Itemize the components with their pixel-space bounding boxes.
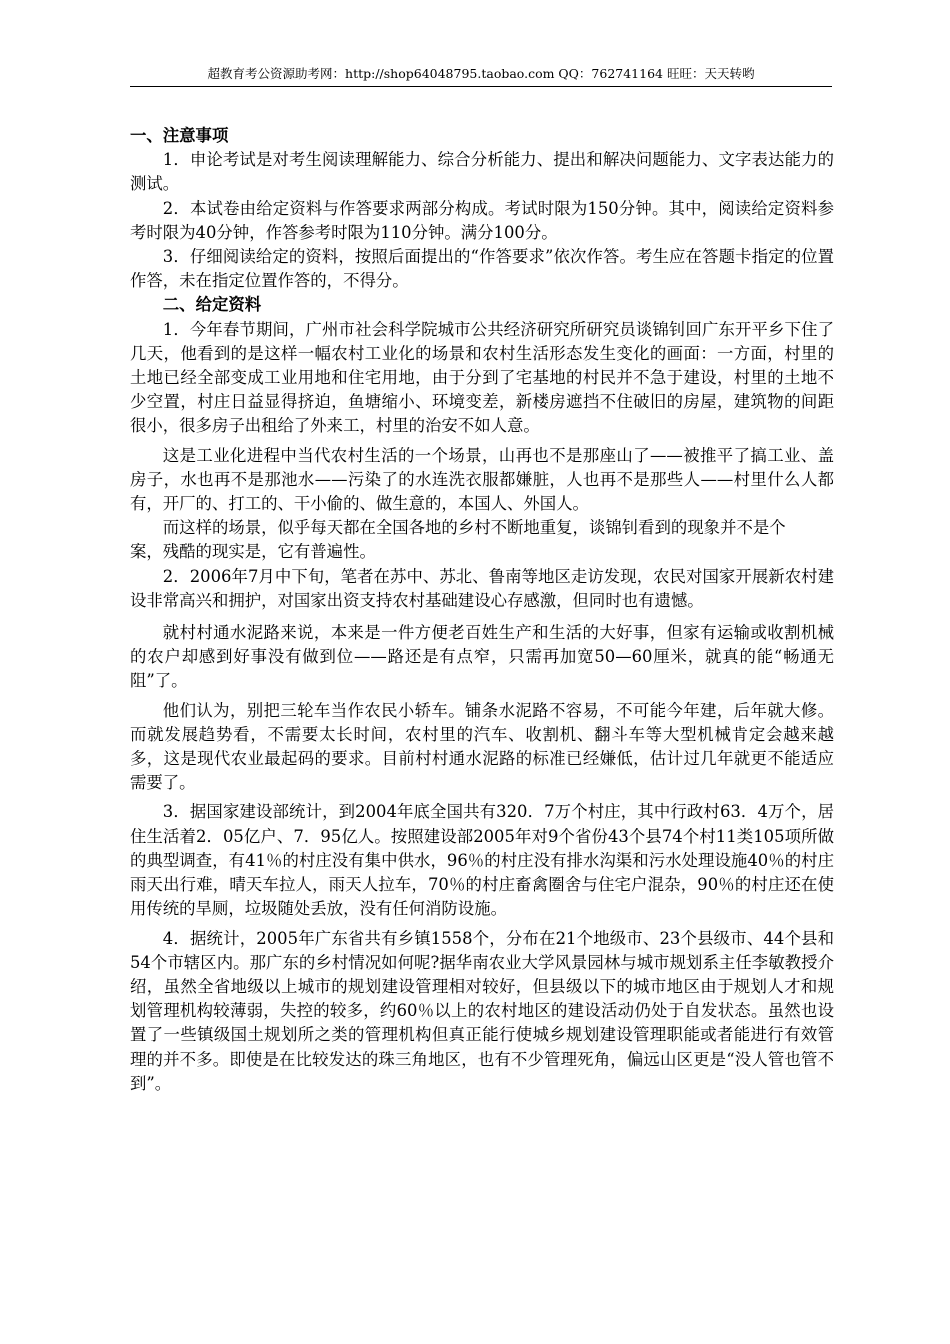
page-header: 超教育考公资源助考网：http://shop64048795.taobao.com QQ：762741164 旺旺：天天转哟 [130,64,832,87]
material-paragraph: 而这样的场景，似乎每天都在全国各地的乡村不断地重复，谈锦钊看到的现象并不是个 [162,518,786,538]
note-item-2: 2．本试卷由给定资料与作答要求两部分构成。考试时限为150分钟。其中，阅读给定资料参考时限为40分钟，作答参考时限为110分钟。满分100分。 [130,198,834,242]
note-item-1: 1．申论考试是对考生阅读理解能力、综合分析能力、提出和解决问题能力、文字表达能力的测试。 [130,150,834,194]
material-paragraph: 1．今年春节期间，广州市社会科学院城市公共经济研究所研究员谈锦钊回广东开平乡下住了几天，他看到的是这样一幅农村工业化的场景和农村生活形态发生变化的画面：一方面，村里的土地已经全部变成工业用地和住宅用地，由于分到了宅基地的村民并不急于建设，村里的土地不少空置，村庄日益显得挤迫，鱼塘缩小、环境变差，新楼房遮挡不住破旧的房屋，建筑物的间距很小，很多房子出租给了外来工，村里的治安不如人意。 [130,319,834,436]
section-title-materials: 二、给定资料 [162,295,262,315]
section-title-notes: 一、注意事项 [130,126,229,145]
material-paragraph: 4．据统计，2005年广东省共有乡镇1558个，分布在21个地级市、23个县级市、44个县和54个市辖区内。那广东的乡村情况如何呢?据华南农业大学风景园林与城市规划系主任李敏教授介绍，虽然全省地级以上城市的规划建设管理相对较好，但县级以下的城市地区由于规划人才和规划管理机构较薄弱，失控的较多，约60％以上的农村地区的建设活动仍处于自发状态。虽然也设置了一些镇级国土规划所之类的管理机构但真正能行使城乡规划建设管理职能或者能进行有效管理的并不多。即使是在比较发达的珠三角地区，也有不少管理死角，偏远山区更是“没人管也管不到”。 [130,928,834,1093]
material-paragraph: 2．2006年7月中下旬，笔者在苏中、苏北、鲁南等地区走访发现，农民对国家开展新农村建设非常高兴和拥护，对国家出资支持农村基础建设心存感激，但同时也有遗憾。 [130,566,834,610]
material-paragraph: 3．据国家建设部统计，到2004年底全国共有320．7万个村庄，其中行政村63．4万个，居住生活着2．05亿户、7．95亿人。按照建设部2005年对9个省份43个县74个村11类105项所做的典型调查，有41％的村庄没有集中供水，96％的村庄没有排水沟渠和污水处理设施40％的村庄雨天出行难，晴天车拉人，雨天人拉车，70％的村庄畜禽圈舍与住宅户混杂，90％的村庄还在使用传统的旱厕，垃圾随处丢放，没有任何消防设施。 [130,802,834,919]
material-paragraph: 这是工业化进程中当代农村生活的一个场景，山再也不是那座山了——被推平了搞工业、盖房子，水也再不是那池水——污染了的水连洗衣服都嫌脏，人也再不是那些人——村里什么人都有，开厂的、打工的、干小偷的、做生意的，本国人、外国人。 [130,445,834,514]
document-body [130,124,834,1096]
note-item-3: 3．仔细阅读给定的资料，按照后面提出的“作答要求”依次作答。考生应在答题卡指定的位置作答，未在指定位置作答的，不得分。 [130,247,834,291]
material-paragraph: 案，残酷的现实是，它有普遍性。 [130,542,376,562]
material-paragraph: 他们认为，别把三轮车当作农民小轿车。铺条水泥路不容易，不可能今年建，后年就大修。而就发展趋势看，不需要太长时间，农村里的汽车、收割机、翻斗车等大型机械肯定会越来越多，这是现代农业最起码的要求。目前村村通水泥路的标准已经嫌低，估计过几年就更不能适应需要了。 [130,700,834,793]
material-paragraph: 就村村通水泥路来说，本来是一件方便老百姓生产和生活的大好事，但家有运输或收割机械的农户却感到好事没有做到位——路还是有点窄，只需再加宽50—60厘米，就真的能“畅通无阻”了。 [130,623,834,691]
